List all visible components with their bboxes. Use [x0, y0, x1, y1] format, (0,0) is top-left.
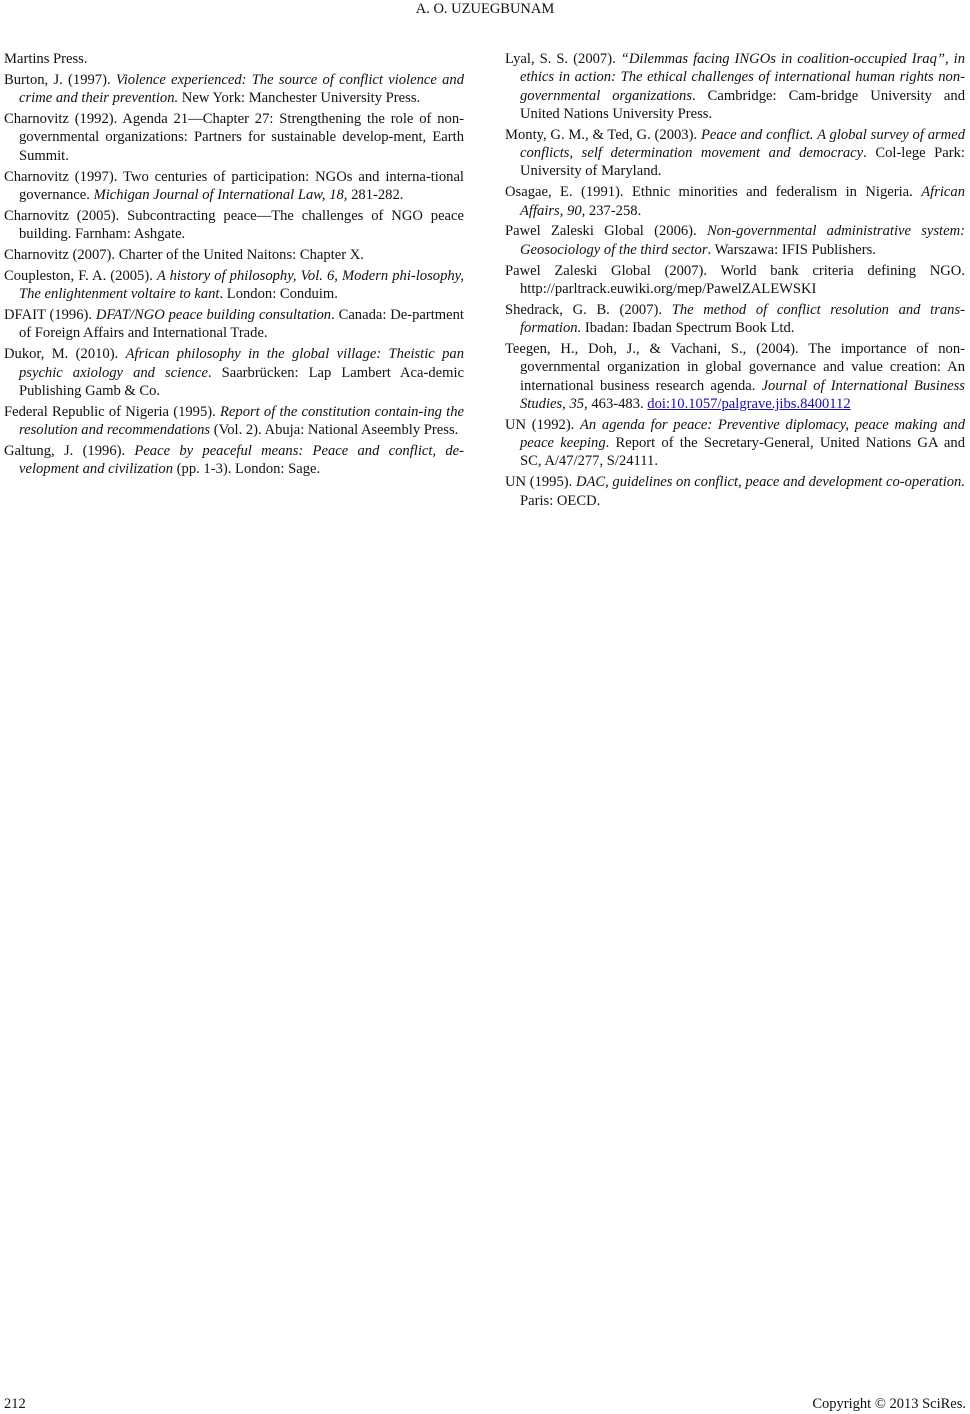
reference-text: Federal Republic of Nigeria (1995).	[4, 403, 220, 420]
reference-text: Charnovitz (2007). Charter of the United Naitons: Chapter X.	[4, 246, 364, 263]
reference-text: Monty, G. M., & Ted, G. (2003).	[505, 126, 701, 143]
reference-title-italic: Peace and conflict. A global survey of armed conflicts, self determination movement and democracy	[520, 126, 965, 162]
reference-text: . London: Conduim.	[219, 286, 338, 303]
reference-text: . Canada: De-partment of Foreign Affairs and International Trade.	[19, 307, 464, 342]
copyright-notice: Copyright © 2013 SciRes.	[812, 1396, 966, 1412]
page-number: 212	[4, 1396, 26, 1412]
reference-entry	[505, 50, 965, 123]
reference-text: (Vol. 2). Abuja: National Aseembly Press.	[210, 421, 459, 438]
reference-entry	[505, 340, 965, 413]
reference-title-italic: Violence experienced: The source of conflict violence and crime and their prevention.	[19, 71, 464, 107]
reference-entry	[505, 183, 965, 220]
reference-title-italic: A history of philosophy, Vol. 6, Modern phi-losophy, The enlightenment voltaire to kant	[19, 267, 464, 303]
reference-text: 281-282.	[347, 186, 404, 203]
reference-entry	[4, 168, 464, 205]
running-head-text: A. O. UZUEGBUNAM	[415, 1, 555, 17]
reference-text: Teegen, H., Doh, J., & Vachani, S., (2004). The importance of non-governmental organization in global governance and value creation: An international business research agenda.	[505, 341, 965, 394]
reference-text: . Saarbrücken: Lap Lambert Aca-demic Publishing Gamb & Co.	[19, 364, 464, 399]
reference-text: New York: Manchester University Press.	[178, 90, 421, 107]
reference-entry	[505, 416, 965, 471]
reference-text: . Cambridge: Cam-bridge University and United Nations University Press.	[520, 87, 965, 122]
reference-text: . Report of the Secretary-General, United Nations GA and SC, A/47/277, S/24111.	[520, 435, 965, 470]
reference-entry	[505, 473, 965, 510]
reference-title-italic: An agenda for peace: Preventive diplomacy, peace making and peace keeping	[520, 416, 965, 452]
reference-text: (pp. 1-3). London: Sage.	[173, 461, 321, 478]
reference-text: 463-483.	[587, 395, 648, 412]
reference-text: DFAIT (1996).	[4, 307, 96, 324]
reference-text: Pawel Zaleski Global (2006).	[505, 223, 707, 240]
reference-text: Martins Press.	[4, 51, 88, 67]
reference-text: Burton, J. (1997).	[4, 71, 116, 88]
reference-title-italic: The method of conflict resolution and trans-formation.	[520, 301, 966, 337]
reference-text: . Warszawa: IFIS Publishers.	[707, 241, 876, 258]
reference-entry	[4, 207, 464, 244]
reference-text: . Col-lege Park: University of Maryland.	[520, 145, 965, 180]
references-column-right	[505, 50, 965, 512]
reference-entry	[4, 71, 464, 108]
reference-title-italic: Michigan Journal of International Law, 18,	[93, 186, 348, 203]
reference-text: Charnovitz (1992). Agenda 21—Chapter 27: Strengthening the role of non-governmental organizations: Partners for sustainable develop-ment, Earth Summit.	[4, 111, 464, 164]
reference-title-italic: Journal of International Business Studies, 35,	[520, 377, 965, 412]
reference-text: Charnovitz (1997). Two centuries of participation: NGOs and interna-tional governance.	[4, 168, 464, 203]
reference-title-italic: DAC, guidelines on conflict, peace and development co-operation.	[575, 474, 966, 491]
reference-entry	[4, 246, 464, 264]
reference-entry	[505, 301, 965, 338]
reference-text: Shedrack, G. B. (2007).	[505, 301, 672, 318]
reference-text: Ibadan: Ibadan Spectrum Book Ltd.	[581, 320, 795, 337]
reference-title-italic: Peace by peaceful means: Peace and conflict, de-velopment and civilization	[19, 442, 464, 478]
reference-title-italic: “Dilemmas facing INGOs in coalition-occupied Iraq”, in ethics in action: The ethical challenges of international human rights non-governmental organizations	[520, 51, 965, 104]
reference-text: Paris: OECD.	[520, 492, 601, 509]
reference-text: Dukor, M. (2010).	[4, 346, 126, 363]
reference-title-italic: African Affairs, 90,	[520, 184, 965, 219]
reference-entry	[4, 267, 464, 304]
reference-text: Coupleston, F. A. (2005).	[4, 267, 157, 284]
reference-text: Lyal, S. S. (2007).	[505, 51, 621, 67]
reference-entry	[4, 110, 464, 165]
references-column-left	[4, 50, 464, 481]
reference-entry	[4, 50, 464, 68]
reference-entry	[505, 222, 965, 259]
reference-title-italic: DFAT/NGO peace building consultation	[95, 307, 332, 324]
reference-text: Osagae, E. (1991). Ethnic minorities and federalism in Nigeria.	[505, 184, 922, 201]
reference-text: Galtung, J. (1996).	[4, 442, 135, 459]
reference-title-italic: African philosophy in the global village: Theistic pan psychic axiology and science	[19, 346, 465, 381]
doi-link[interactable]: doi:10.1057/palgrave.jibs.8400112	[647, 395, 851, 412]
reference-entry	[4, 345, 464, 400]
reference-text: UN (1992).	[505, 416, 581, 433]
reference-entry	[505, 126, 965, 181]
reference-entry	[4, 442, 464, 479]
reference-entry	[505, 262, 965, 299]
reference-text: Charnovitz (2005). Subcontracting peace—The challenges of NGO peace building. Farnham: Ashgate.	[4, 207, 464, 243]
reference-entry	[4, 306, 464, 343]
reference-text: Pawel Zaleski Global (2007). World bank criteria defining NGO. http://parltrack.euwiki.org/mep/PawelZALEWSKI	[505, 262, 965, 297]
reference-text: 237-258.	[585, 202, 642, 219]
reference-title-italic: Report of the constitution contain-ing the resolution and recommendations	[19, 403, 464, 438]
reference-entry	[4, 403, 464, 440]
reference-text: UN (1995).	[505, 474, 576, 491]
reference-title-italic: Non-governmental administrative system: Geosociology of the third sector	[520, 223, 965, 258]
running-head	[0, 0, 970, 18]
